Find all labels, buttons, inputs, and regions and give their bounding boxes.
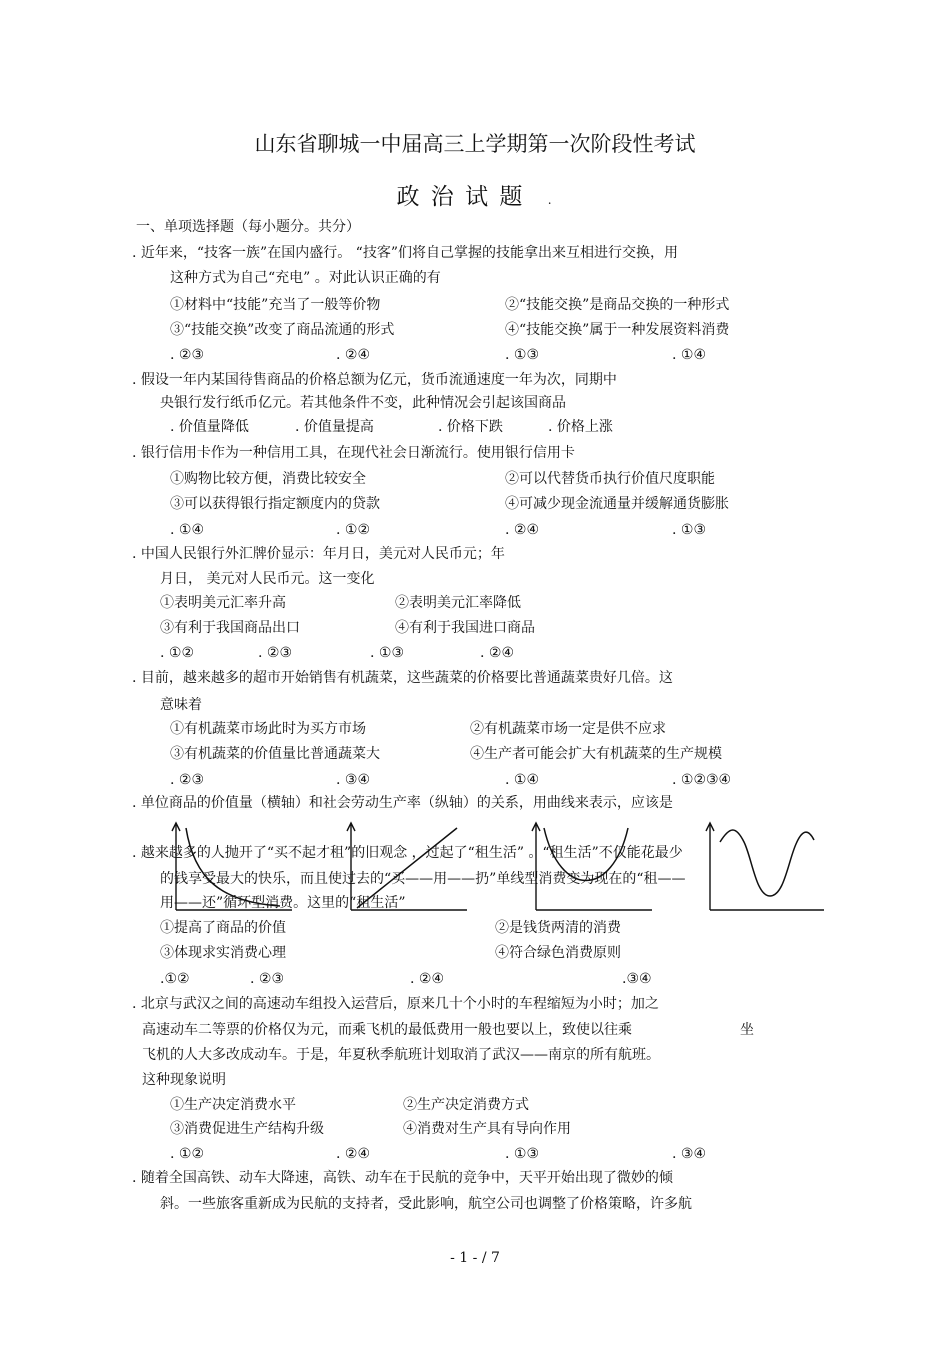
q3-statement-2: ②可以代替货币执行价值尺度职能 <box>505 471 715 487</box>
q4-statement-4: ④有利于我国进口商品 <box>395 620 535 636</box>
q7-statement-1: ①提高了商品的价值 <box>160 920 286 936</box>
q3-option-a: . ①④ <box>170 522 205 538</box>
q8-stem-line3: 飞机的人大多改成动车。于是，年夏秋季航班计划取消了武汉——南京的所有航班。 <box>142 1047 660 1063</box>
q8-statement-2: ②生产决定消费方式 <box>403 1097 529 1113</box>
q4-statement-3: ③有利于我国商品出口 <box>160 620 300 636</box>
q3-statement-1: ①购物比较方便，消费比较安全 <box>170 471 366 487</box>
q4-option-d: . ②④ <box>480 645 515 661</box>
q4-stem-line2: 月日， 美元对人民币元。这一变化 <box>160 571 375 587</box>
q5-statement-3: ③有机蔬菜的价值量比普通蔬菜大 <box>170 746 380 762</box>
section-heading: 一、单项选择题（每小题分。共分） <box>136 219 360 235</box>
q1-stem-line1: . 近年来，“技客一族”在国内盛行。 “技客”们将自己掌握的技能拿出来互相进行交换，用 <box>132 245 678 261</box>
graph-c <box>520 818 660 918</box>
q7-option-c: . ②④ <box>410 971 445 987</box>
q5-option-b: . ③④ <box>336 772 371 788</box>
q6-stem-line1: . 单位商品的价值量（横轴）和社会劳动生产率（纵轴）的关系，用曲线来表示，应该是 <box>132 795 673 811</box>
exam-subtitle <box>0 178 950 211</box>
q5-option-a: . ②③ <box>170 772 205 788</box>
q3-option-c: . ②④ <box>505 522 540 538</box>
q5-stem-line2: 意味着 <box>160 697 202 713</box>
q1-option-c: . ①③ <box>505 347 540 363</box>
q8-stem-line2: 高速动车二等票的价格仅为元，而乘飞机的最低费用一般也要以上，致使以往乘 <box>142 1022 632 1038</box>
q1-option-a: . ②③ <box>170 347 205 363</box>
q8-option-a: . ①② <box>170 1146 205 1162</box>
q1-statement-2: ②“技能交换”是商品交换的一种形式 <box>505 297 730 313</box>
q8-statement-4: ④消费对生产具有导向作用 <box>403 1121 571 1137</box>
q2-stem-line1: . 假设一年内某国待售商品的价格总额为亿元，货币流通速度一年为次，同期中 <box>132 372 617 388</box>
q3-statement-3: ③可以获得银行指定额度内的贷款 <box>170 496 380 512</box>
q8-stem-line4: 这种现象说明 <box>142 1072 226 1088</box>
q8-stem-line1: . 北京与武汉之间的高速动车组投入运营后，原来几十个小时的车程缩短为小时；加之 <box>132 996 659 1012</box>
graph-d-curve <box>720 830 814 896</box>
q4-option-c: . ①③ <box>370 645 405 661</box>
q9-stem-line2: 斜。一些旅客重新成为民航的支持者，受此影响，航空公司也调整了价格策略，许多航 <box>160 1196 692 1212</box>
q4-option-a: . ①② <box>160 645 195 661</box>
q8-stem-line2-tail: 坐 <box>740 1022 754 1038</box>
q7-stem-line3: 用——还”循环型消费。这里的“租生活” <box>160 895 406 911</box>
q7-option-b: . ②③ <box>250 971 285 987</box>
q7-statement-3: ③体现求实消费心理 <box>160 945 286 961</box>
q2-option-a: . 价值量降低 <box>170 419 249 435</box>
q2-option-c: . 价格下跌 <box>438 419 503 435</box>
q3-statement-4: ④可减少现金流通量并缓解通货膨胀 <box>505 496 729 512</box>
page-number: - 1 - / 7 <box>450 1250 500 1266</box>
q1-statement-3: ③“技能交换”改变了商品流通的形式 <box>170 322 395 338</box>
q5-statement-4: ④生产者可能会扩大有机蔬菜的生产规模 <box>470 746 722 762</box>
graph-d <box>696 818 836 918</box>
q1-option-d: . ①④ <box>672 347 707 363</box>
q2-stem-line2: 央银行发行纸币亿元。若其他条件不变，此种情况会引起该国商品 <box>160 395 566 411</box>
q8-option-c: . ①③ <box>505 1146 540 1162</box>
q3-stem-line1: . 银行信用卡作为一种信用工具，在现代社会日渐流行。使用银行信用卡 <box>132 445 575 461</box>
q4-statement-2: ②表明美元汇率降低 <box>395 595 521 611</box>
q5-stem-line1: . 目前，越来越多的超市开始销售有机蔬菜，这些蔬菜的价格要比普通蔬菜贵好几倍。这 <box>132 670 673 686</box>
q7-option-a: .①② <box>160 971 190 987</box>
q1-statement-4: ④“技能交换”属于一种发展资料消费 <box>505 322 730 338</box>
exam-title: 山东省聊城一中届高三上学期第一次阶段性考试 <box>254 132 696 156</box>
q5-statement-1: ①有机蔬菜市场此时为买方市场 <box>170 721 366 737</box>
q8-option-d: . ③④ <box>672 1146 707 1162</box>
q5-statement-2: ②有机蔬菜市场一定是供不应求 <box>470 721 666 737</box>
q5-option-c: . ①④ <box>505 772 540 788</box>
q5-option-d: . ①②③④ <box>672 772 732 788</box>
q2-option-d: . 价格上涨 <box>548 419 613 435</box>
q7-statement-2: ②是钱货两清的消费 <box>495 920 621 936</box>
q1-stem-line2: 这种方式为自己“充电” 。对此认识正确的有 <box>170 270 441 286</box>
q7-stem-line2: 的钱享受最大的快乐，而且使过去的“买——用——扔”单线型消费变为现在的“租—— <box>160 871 686 887</box>
q4-statement-1: ①表明美元汇率升高 <box>160 595 286 611</box>
q8-statement-3: ③消费促进生产结构升级 <box>170 1121 324 1137</box>
q7-stem-line1: . 越来越多的人抛开了“买不起才租”的旧观念 ，过起了“租生活” 。“租生活”不仅能花最少 <box>132 845 683 861</box>
q1-option-b: . ②④ <box>336 347 371 363</box>
subtitle-text: 政 治 试 题 <box>396 184 525 210</box>
q2-option-b: . 价值量提高 <box>295 419 374 435</box>
q9-stem-line1: . 随着全国高铁、动车大降速，高铁、动车在于民航的竞争中，天平开始出现了微妙的倾 <box>132 1170 673 1186</box>
q7-option-d: .③④ <box>622 971 652 987</box>
q3-option-d: . ①③ <box>672 522 707 538</box>
q8-option-b: . ②④ <box>336 1146 371 1162</box>
q8-statement-1: ①生产决定消费水平 <box>170 1097 296 1113</box>
q4-option-b: . ②③ <box>258 645 293 661</box>
q4-stem-line1: . 中国人民银行外汇牌价显示：年月日，美元对人民币元；年 <box>132 546 505 562</box>
q7-statement-4: ④符合绿色消费原则 <box>495 945 621 961</box>
q1-statement-1: ①材料中“技能”充当了一般等价物 <box>170 297 381 313</box>
q3-option-b: . ①② <box>336 522 371 538</box>
subtitle-dot: . <box>547 193 554 207</box>
